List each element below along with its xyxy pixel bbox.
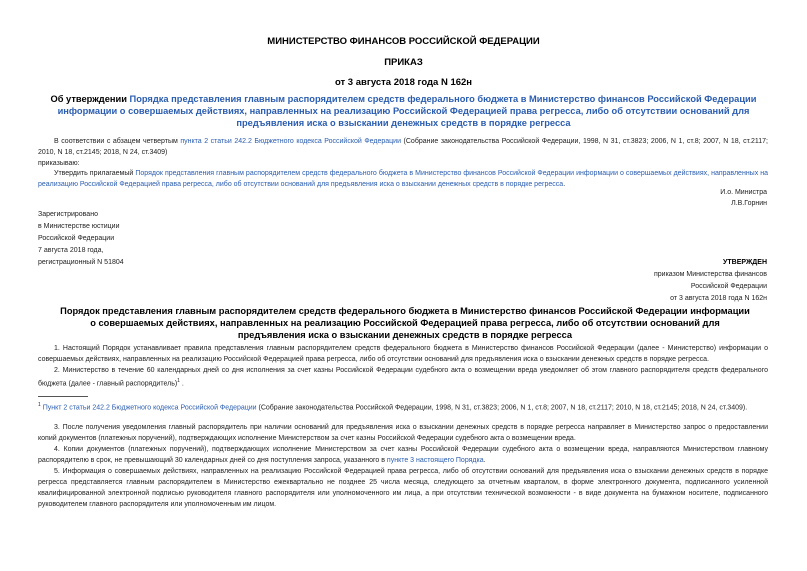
ministry-heading: МИНИСТЕРСТВО ФИНАНСОВ РОССИЙСКОЙ ФЕДЕРАЦИИ xyxy=(267,36,540,47)
approve-text: Утвердить прилагаемый xyxy=(54,170,136,177)
doc-date-number: от 3 августа 2018 года N 162н xyxy=(334,77,473,88)
point-5: 5. Информация о совершаемых действиях, направленных на реализацию Российской Федерацией права регресса, либо об отсутствии оснований для предъявления иска о взыскании денежных средств в порядке регресса представляется главным распорядителем в Министерство ежеквартально не позднее 25 числа месяца, следующего за отчетным кварталом, в форме электронного документа, подписанного усиленной квалифицированной электронной подписью руководителя главного распорядителя или уполномоченного им лица, а при отсутствии технической возможности - в виде документа на бумажном носителе, подписанного руководителем главного распорядителя или уполномоченным им лицом. xyxy=(38,468,768,508)
approved-line: от 3 августа 2018 года N 162н xyxy=(670,295,767,302)
title-prefix: Об утверждении xyxy=(50,94,130,104)
preamble-text-start: В соответствии с абзацем четвертым xyxy=(54,138,181,145)
registration-line: Российской Федерации xyxy=(38,235,115,242)
footnote-text: (Собрание законодательства Российской Федерации, 1998, N 31, ст.3823; 2006, N 1, ст.8; 2007, N 18, ст.2117; 2010, N 18, ст.2145; 2018, N 24, ст.3409). xyxy=(256,404,748,412)
procedure-title: Порядок представления главным распорядителем средств федерального бюджета в Министерство финансов Российской Федерации информации о совершаемых действиях, направленных на реализацию Российской Федерацией права регресса, либо об отсутствии оснований для предъявления иска о взыскании денежных средств в порядке регресса xyxy=(60,306,750,340)
point-2-text: 2. Министерство в течение 60 календарных дней со дня исполнения за счет казны Российской Федерации судебного акта о возмещении вреда уведомляет об этом главного распорядителя средств федерального бюджета (далее - главный распорядитель) xyxy=(38,367,768,388)
footnote-divider xyxy=(38,396,88,397)
point-4-end: . xyxy=(483,457,486,464)
approve-paragraph xyxy=(38,168,768,190)
point-2 xyxy=(38,365,768,389)
order-word: приказываю: xyxy=(38,160,80,167)
preamble-paragraph xyxy=(38,136,768,158)
approve-procedure-link[interactable]: Порядок представления главным распорядителем средств федерального бюджета в Министерство финансов Российской Федерации информации о совершаемых действиях, направленных на реализацию Российской Федерацией права регресса, либо об отсутствии оснований для предъявления иска о взыскании денежных средств в порядке регресса xyxy=(38,170,768,188)
document-title xyxy=(50,93,757,129)
approved-label: УТВЕРЖДЕН xyxy=(723,259,767,266)
registration-line: в Министерстве юстиции xyxy=(38,223,120,230)
point-1: 1. Настоящий Порядок устанавливает правила представления главным распорядителем средств федерального бюджета в Министерство финансов Российской Федерации (далее - Министерство) информации о совершаемых действиях, направленных на реализацию Российской Федерацией права регресса, либо об отсутствии оснований для предъявления иска о взыскании денежных средств в порядке регресса. xyxy=(38,345,768,363)
approved-block xyxy=(654,257,767,305)
approve-end: . xyxy=(563,181,566,188)
signature-position: И.о. Министра xyxy=(720,189,767,196)
footnote xyxy=(38,400,768,413)
approved-line: Российской Федерации xyxy=(690,283,767,290)
point-4-text: 4. Копии документов (платежных поручений), подтверждающих исполнение Министерством за счет казны Российской Федерации судебного акта о возмещении вреда, направляются Министерством главному распорядителю в срок, не превышающий 30 календарных дней со дня поступления запроса, указанного в xyxy=(38,446,768,464)
signature-name: Л.В.Горнин xyxy=(731,200,767,207)
registration-line: регистрационный N 51804 xyxy=(38,259,124,266)
registration-line: Зарегистрировано xyxy=(38,211,98,218)
budget-code-link[interactable]: пункта 2 статьи 242.2 Бюджетного кодекса Российской Федерации xyxy=(180,138,401,145)
title-link[interactable]: Порядка представления главным распорядителем средств федерального бюджета в Министерство финансов Российской Федерации информации о совершаемых действиях, направленных на реализацию Российской Федерацией права регресса, либо об отсутствии оснований для предъявления иска о взыскании денежных средств в порядке регресса xyxy=(57,94,757,128)
preamble-text-end: (Собрание законодательства Российской Федерации, 1998, N 31, ст.3823; 2006, N 1, ст.8; 2007, N 18, ст.2117; 2010, N 18, ст.2145; 2018, N 24, ст.3409) xyxy=(38,138,768,156)
footnote-ref[interactable]: 1 xyxy=(177,378,180,384)
doc-type-heading: ПРИКАЗ xyxy=(384,57,423,68)
point-2-end: . xyxy=(179,380,184,388)
point-3: 3. После получения уведомления главный распорядитель при наличии оснований для предъявления иска о взыскании денежных средств в порядке регресса направляет в Министерство запрос о предоставлении копий документов (платежных поручений), подтверждающих исполнение Министерством за счет казны Российской Федерации судебного акта о возмещении вреда. xyxy=(38,424,768,442)
footnote-link[interactable]: Пункт 2 статьи 242.2 Бюджетного кодекса Российской Федерации xyxy=(42,404,257,412)
registration-line: 7 августа 2018 года, xyxy=(38,247,104,254)
point-4 xyxy=(38,444,768,466)
footnote-marker: 1 xyxy=(38,402,41,408)
point-3-reference-link[interactable]: пункте 3 настоящего Порядка xyxy=(386,457,484,464)
registration-block xyxy=(38,209,124,269)
approved-line: приказом Министерства финансов xyxy=(653,271,767,278)
